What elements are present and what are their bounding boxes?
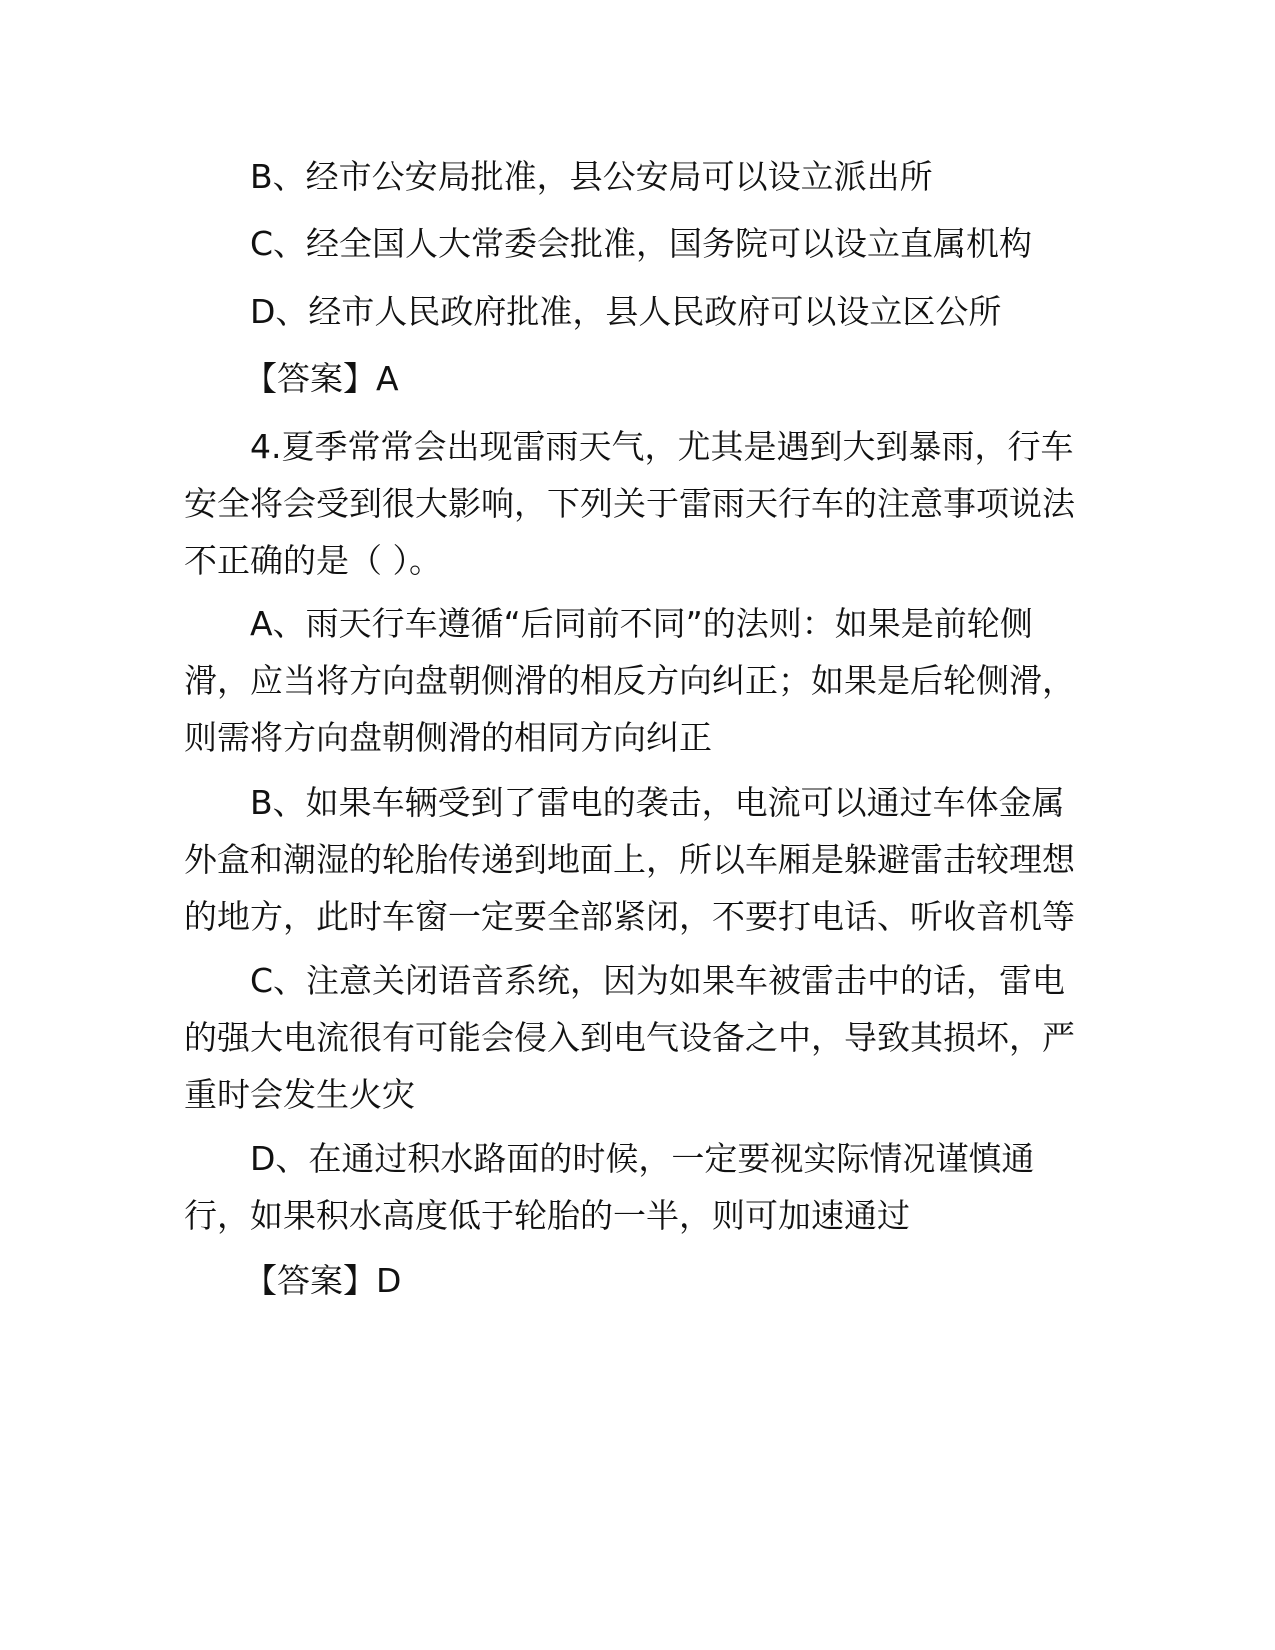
text-line: 的地方，此时车窗一定要全部紧闭，不要打电话、听收音机等 — [184, 897, 1075, 936]
q4-stem — [184, 418, 1084, 589]
text-line: 4.夏季常常会出现雷雨天气，尤其是遇到大到暴雨，行车 — [250, 427, 1074, 466]
text-line: 滑，应当将方向盘朝侧滑的相反方向纠正；如果是后轮侧滑， — [184, 661, 1075, 700]
q3-option-d — [184, 283, 1084, 340]
text-line: 不正确的是（ ）。 — [184, 541, 442, 580]
text-line: C、经全国人大常委会批准，国务院可以设立直属机构 — [250, 224, 1033, 263]
text-line: B、经市公安局批准，县公安局可以设立派出所 — [250, 157, 933, 196]
q4-answer — [184, 1252, 1084, 1309]
text-line: D、在通过积水路面的时候，一定要视实际情况谨慎通 — [250, 1139, 1035, 1178]
q4-option-b — [184, 774, 1084, 945]
q4-option-c — [184, 952, 1084, 1123]
text-line: C、注意关闭语音系统，因为如果车被雷击中的话，雷电 — [250, 961, 1066, 1000]
text-line: 行，如果积水高度低于轮胎的一半，则可加速通过 — [184, 1196, 910, 1235]
text-line: 重时会发生火灾 — [184, 1075, 415, 1114]
text-line: 【答案】D — [244, 1261, 402, 1300]
q3-answer — [184, 350, 1084, 407]
q4-option-d — [184, 1130, 1084, 1244]
text-line: 的强大电流很有可能会侵入到电气设备之中，导致其损坏，严 — [184, 1018, 1075, 1057]
q3-option-c — [184, 215, 1084, 272]
text-line: 安全将会受到很大影响，下列关于雷雨天行车的注意事项说法 — [184, 484, 1075, 523]
text-line: 外盒和潮湿的轮胎传递到地面上，所以车厢是躲避雷击较理想 — [184, 840, 1075, 879]
text-line: A、雨天行车遵循“后同前不同”的法则：如果是前轮侧 — [250, 604, 1033, 643]
q4-option-a — [184, 595, 1084, 766]
text-line: 【答案】A — [244, 359, 399, 398]
q3-option-b — [184, 148, 1084, 205]
text-line: B、如果车辆受到了雷电的袭击，电流可以通过车体金属 — [250, 783, 1065, 822]
text-line: D、经市人民政府批准，县人民政府可以设立区公所 — [250, 292, 1002, 331]
text-line: 则需将方向盘朝侧滑的相同方向纠正 — [184, 718, 712, 757]
